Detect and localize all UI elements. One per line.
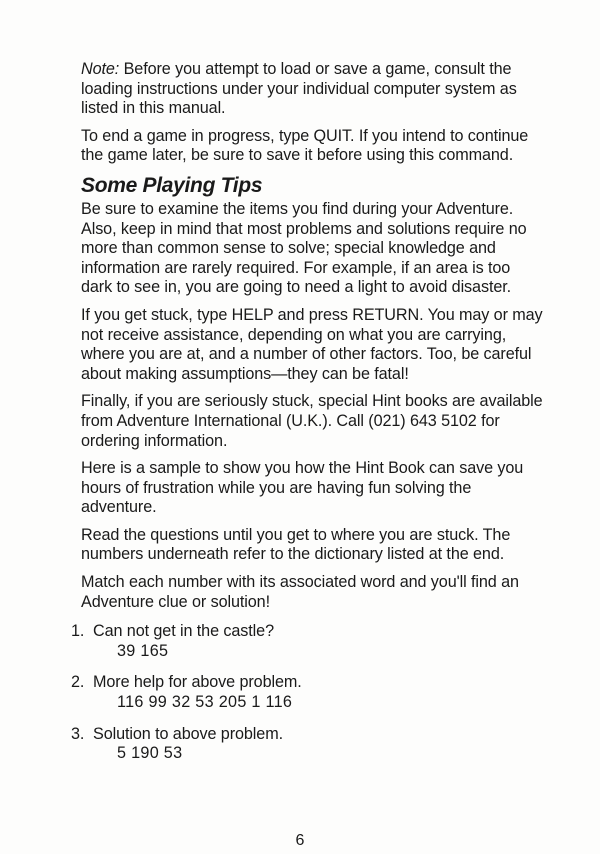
- paragraph-help-command: If you get stuck, type HELP and press RETURN. You may or may not receive assistance, depending on what you are carrying, where you are at, and a number of other factors. Too, be careful about making assumptions—they can be fatal!: [81, 305, 543, 383]
- hint-question: [71, 673, 545, 712]
- section-heading: Some Playing Tips: [81, 173, 263, 197]
- paragraph-examine-items: Be sure to examine the items you find during your Adventure. Also, keep in mind that most problems and solutions require no more than common sense to solve; special knowledge and information are rarely required. For example, if an area is too dark to see in, you are going to need a light to avoid disaster.: [81, 199, 527, 297]
- hint-question: [71, 622, 545, 661]
- question-number: 3.: [71, 724, 85, 743]
- page-number: 6: [295, 832, 305, 849]
- paragraph-hint-books: Finally, if you are seriously stuck, special Hint books are available from Adventure International (U.K.). Call (021) 643 5102 for ordering information.: [81, 392, 543, 450]
- quit-paragraph: To end a game in progress, type QUIT. If you intend to continue the game later, be sure to save it before using this command.: [81, 126, 529, 165]
- hint-question: [71, 725, 545, 764]
- question-codes: 116 99 32 53 205 1 116: [117, 693, 293, 712]
- paragraph-match-numbers: Match each number with its associated word and you'll find an Adventure clue or solution!: [81, 573, 519, 611]
- note-text: Before you attempt to load or save a game, consult the loading instructions under your individual computer system as listed in this manual.: [81, 60, 517, 118]
- paragraph-sample: Here is a sample to show you how the Hint Book can save you hours of frustration while you are having fun solving the adventure.: [81, 459, 524, 517]
- note-label: Note:: [81, 60, 120, 78]
- question-text: Can not get in the castle?: [93, 622, 274, 641]
- page-content: [71, 60, 545, 776]
- paragraph-read-questions: Read the questions until you get to where you are stuck. The numbers underneath refer to the dictionary listed at the end.: [81, 525, 511, 564]
- question-codes: 39 165: [117, 641, 169, 660]
- question-codes: 5 190 53: [117, 744, 183, 763]
- question-number: 1.: [71, 622, 85, 641]
- hint-question-list: [71, 622, 545, 764]
- note-paragraph: [81, 60, 545, 119]
- question-text: Solution to above problem.: [93, 724, 283, 743]
- question-number: 2.: [71, 673, 85, 692]
- question-text: More help for above problem.: [93, 673, 302, 692]
